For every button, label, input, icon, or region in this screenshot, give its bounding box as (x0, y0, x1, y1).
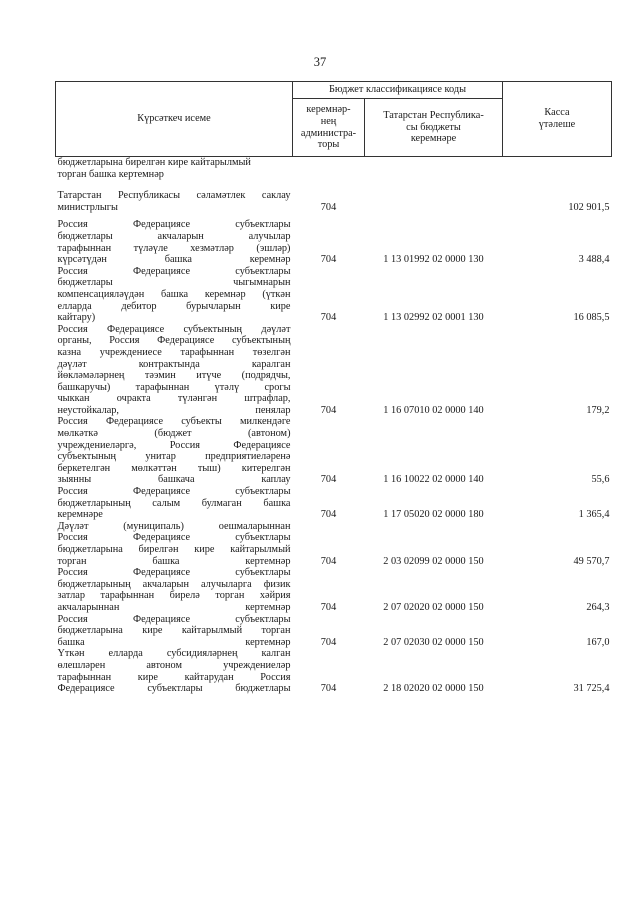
row-name-line: бюджетлары чыгымнарын (57, 277, 291, 289)
row-cash-amount: 264,3 (586, 601, 610, 613)
row-name-line: Россия Федерациясе субъектының дәүләт (57, 323, 291, 335)
row-cash-amount: 16 085,5 (573, 312, 610, 324)
row-administrator-code (293, 157, 365, 181)
row-cash-amount: 102 901,5 (568, 201, 610, 213)
row-indicator-name (56, 486, 293, 521)
table-body (56, 157, 612, 695)
header-cash-line: Касса (544, 107, 570, 119)
header-code-line: сы бюджеты (406, 121, 461, 133)
table-row (56, 180, 612, 213)
row-name-line: тарафыннан кире кайтарудан Россия (57, 671, 291, 683)
row-indicator-name (56, 521, 293, 567)
row-name-line: торган башка кертемнәр (57, 555, 291, 567)
row-revenue-code: 2 07 02030 02 0000 150 (383, 636, 484, 648)
row-revenue-code: 2 03 02099 02 0000 150 (383, 555, 484, 567)
row-name-line: Федерациясе субъектлары бюджетлары (57, 683, 291, 695)
row-indicator-name (56, 567, 293, 613)
row-administrator-code: 704 (320, 601, 337, 613)
row-name-line: министрлыгы (57, 201, 118, 213)
row-name-line: Россия Федерациясе субъектлары (57, 486, 291, 498)
row-revenue-code: 2 07 02020 02 0000 150 (383, 601, 484, 613)
header-cash (503, 82, 612, 157)
header-admin-line: торы (317, 139, 340, 151)
header-admin-line: керемнәр- (306, 104, 351, 116)
row-name-line: елларда дебитор бурычларын кире (57, 300, 291, 312)
row-name-line: Россия Федерациясе субъектлары (57, 532, 291, 544)
row-name-line: мөлкәткә (бюджет (автоном) (57, 428, 291, 440)
row-name-line: беркетелгән мөлкәттән тыш) китерелгән (57, 462, 291, 474)
table-row (56, 614, 612, 649)
row-revenue-code: 1 17 05020 02 0000 180 (383, 509, 484, 521)
row-cash-amount: 179,2 (586, 404, 610, 416)
row-name-line: башка кертемнәр (57, 636, 291, 648)
row-name-line: күрсәтүдән башка керемнәр (57, 254, 291, 266)
page-number: 37 (313, 55, 327, 69)
header-cash-line: үтәлеше (538, 119, 576, 130)
row-indicator-name (56, 157, 293, 181)
row-administrator-code: 704 (320, 201, 337, 213)
row-cash-amount: 49 570,7 (573, 555, 610, 567)
row-name-line: Россия Федерациясе субъекты милкендәге (57, 416, 291, 428)
row-cash-amount: 167,0 (586, 636, 610, 648)
table-row (56, 648, 612, 694)
row-name-line: бюджетларының салым булмаган башка (57, 497, 291, 509)
row-revenue-code: 1 16 10022 02 0000 140 (383, 474, 484, 486)
row-administrator-code: 704 (320, 555, 337, 567)
row-name-line: бюджетларына кире кайтарылмый торган (57, 625, 291, 637)
row-name-line: Дәүләт (муниципаль) оешмаларыннан (57, 520, 291, 532)
row-name-line: Россия Федерациясе субъектлары (57, 265, 291, 277)
header-code-line: керемнәре (410, 133, 457, 145)
row-name-line: акчаларыннан кертемнәр (57, 601, 291, 613)
row-name-line: Россия Федерациясе субъектлары (57, 567, 291, 579)
row-name-line: керемнәре (57, 509, 103, 521)
table-row (56, 486, 612, 521)
table-row (56, 416, 612, 486)
header-admin-line: нең (320, 115, 337, 127)
row-indicator-name (56, 324, 293, 417)
row-administrator-code: 704 (320, 404, 337, 416)
row-name-line: бюджетлары акчаларын алучылар (57, 230, 291, 242)
row-name-line: органы, Россия Федерациясе субъектының (57, 335, 291, 347)
table-row (56, 521, 612, 567)
table-header (56, 82, 612, 157)
row-name-line: чыккан очракта түләнгән штрафлар, (57, 393, 291, 405)
header-code-line: Татарстан Республика- (383, 110, 484, 122)
row-name-line: субъектының унитар предприятиеләренә (57, 451, 291, 463)
row-administrator-code: 704 (320, 312, 337, 324)
header-revenue-codes (365, 99, 503, 157)
row-cash-amount: 31 725,4 (573, 683, 610, 695)
row-indicator-name (56, 614, 293, 649)
row-name-line: компенсацияләүдән башка керемнәр (үткән (57, 288, 291, 300)
row-name-line: торган башка кертемнәр (57, 168, 164, 180)
row-name-line: өлешләрен автоном учреждениеләр (57, 659, 291, 671)
table-row (56, 266, 612, 324)
table-row (56, 213, 612, 265)
row-name-line: Үткән елларда субсидияләрнең калган (57, 648, 291, 660)
row-cash-amount: 55,6 (591, 474, 610, 486)
row-name-line: Татарстан Республикасы сәламәтлек саклау (57, 190, 291, 202)
header-indicator: Күрсәткеч исеме (56, 82, 293, 157)
row-name-line: тарафыннан түләүле хезмәтләр (эшләр) (57, 242, 291, 254)
row-indicator-name (56, 416, 293, 486)
row-cash-amount: 3 488,4 (578, 254, 610, 266)
row-revenue-code (365, 157, 503, 181)
row-name-line: кайтару) (57, 312, 96, 324)
row-name-line: башкаручы) тарафыннан үтәлү срогы (57, 381, 291, 393)
row-revenue-code (365, 180, 503, 213)
row-revenue-code: 2 18 02020 02 0000 150 (383, 683, 484, 695)
row-name-line: зыянны башкача каплау (57, 474, 291, 486)
table-row (56, 567, 612, 613)
row-name-line: казна учреждениесе тарафыннан төзелгән (57, 346, 291, 358)
header-budget-codes: Бюджет классификациясе коды (293, 82, 503, 99)
row-name-line: затлар тарафыннан бирелә торган хәйрия (57, 590, 291, 602)
header-admin-line: администра- (300, 127, 357, 139)
row-administrator-code: 704 (320, 636, 337, 648)
row-name-line: неустойкалар, пенялар (57, 404, 291, 416)
row-indicator-name (56, 213, 293, 265)
row-administrator-code: 704 (320, 474, 337, 486)
row-name-line: Россия Федерациясе субъектлары (57, 613, 291, 625)
row-revenue-code: 1 13 02992 02 0001 130 (383, 312, 484, 324)
table-row (56, 324, 612, 417)
row-revenue-code: 1 13 01992 02 0000 130 (383, 254, 484, 266)
budget-table (55, 81, 612, 695)
row-name-line: бюджетларына бирелгән кире кайтарылмый (57, 544, 291, 555)
row-name-line: бюджетларының акчаларын алучыларга физик (57, 578, 291, 590)
row-cash-amount: 1 365,4 (578, 509, 610, 521)
row-revenue-code: 1 16 07010 02 0000 140 (383, 404, 484, 416)
header-administrators (293, 99, 365, 157)
row-indicator-name (56, 648, 293, 694)
row-name-line: дәүләт контрактында каралган (57, 358, 291, 370)
row-administrator-code: 704 (320, 683, 337, 695)
row-administrator-code: 704 (320, 509, 337, 521)
row-name-line: Россия Федерациясе субъектлары (57, 219, 291, 231)
row-name-line: бюджетларына бирелгән кире кайтарылмый (57, 157, 251, 168)
row-name-line: йөкләмәләрнең тәэмин итүче (подрядчы, (57, 370, 291, 382)
row-indicator-name (56, 266, 293, 324)
row-name-line: учреждениеләргә, Россия Федерациясе (57, 439, 291, 451)
row-indicator-name (56, 180, 293, 213)
table-row (56, 157, 612, 181)
row-cash-amount (503, 157, 612, 181)
row-administrator-code: 704 (320, 254, 337, 266)
